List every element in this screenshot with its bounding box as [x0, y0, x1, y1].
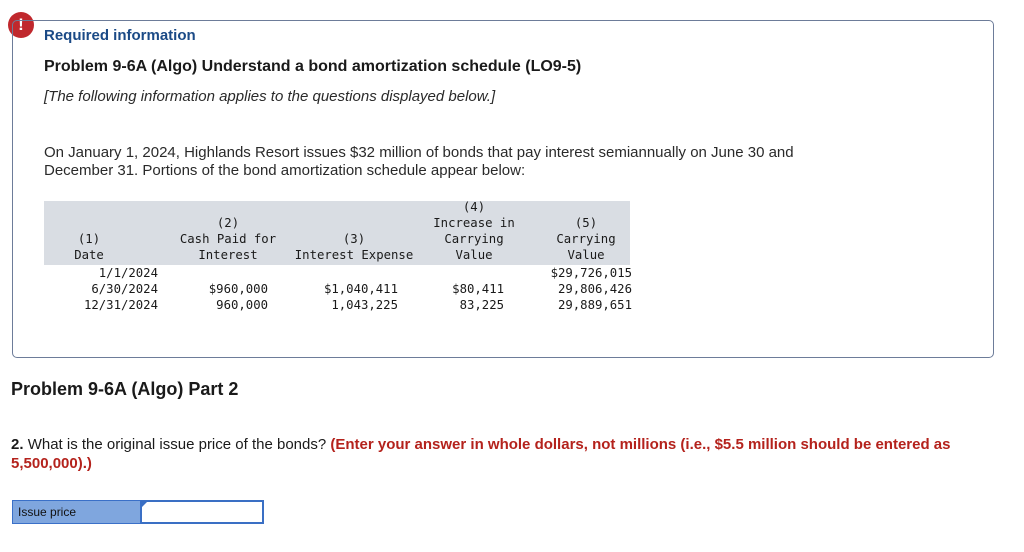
header-text: Value — [567, 248, 605, 262]
header-text: Interest Expense — [294, 248, 414, 262]
header-text: Cash Paid for — [179, 232, 277, 246]
header-text: Carrying — [556, 232, 616, 246]
table-row — [44, 297, 630, 313]
header-text: Value — [455, 248, 493, 262]
header-col-3 — [284, 231, 424, 263]
answer-wrap — [141, 500, 264, 524]
schedule-header — [44, 201, 630, 265]
header-text: (4) — [462, 200, 486, 214]
table-row — [44, 281, 630, 297]
question-number: 2. — [11, 436, 24, 453]
carrying-cell: 29,889,651 — [557, 298, 632, 312]
header-col-4 — [424, 199, 524, 263]
expense-cell: $1,040,411 — [323, 282, 398, 296]
header-text: Carrying — [444, 232, 504, 246]
header-text: (1) — [77, 232, 101, 246]
carrying-cell: $29,726,015 — [550, 266, 632, 280]
header-text: (3) — [342, 232, 366, 246]
problem-intro — [44, 144, 924, 180]
issue-price-input[interactable] — [141, 500, 264, 524]
problem-title: Problem 9-6A (Algo) Understand a bond amortization schedule (LO9-5) — [44, 58, 582, 75]
header-text: (5) — [574, 216, 598, 230]
cash-cell: $960,000 — [208, 282, 268, 296]
table-row — [44, 265, 630, 281]
input-flag-icon — [142, 501, 148, 507]
intro-line-2: December 31. Portions of the bond amortization schedule appear below: — [44, 162, 526, 179]
header-col-5 — [536, 215, 636, 263]
date-cell: 1/1/2024 — [98, 266, 158, 280]
required-information-label: Required information — [44, 27, 196, 44]
date-cell: 6/30/2024 — [91, 282, 158, 296]
alert-icon: ! — [8, 12, 34, 38]
increase-cell: $80,411 — [452, 282, 504, 296]
schedule-body — [44, 265, 630, 313]
answer-row — [12, 500, 264, 524]
issue-price-label: Issue price — [12, 500, 141, 524]
header-col-1 — [44, 231, 134, 263]
increase-cell: 83,225 — [459, 298, 504, 312]
header-text: Interest — [198, 248, 258, 262]
part-title: Problem 9-6A (Algo) Part 2 — [11, 379, 239, 399]
header-text: Increase in — [433, 216, 515, 230]
header-col-2 — [166, 215, 290, 263]
intro-line-1: On January 1, 2024, Highlands Resort issues $32 million of bonds that pay interest semiannually on June 30 and — [44, 144, 794, 161]
question-text: What is the original issue price of the bonds? — [27, 436, 327, 453]
expense-cell: 1,043,225 — [331, 298, 398, 312]
carrying-cell: 29,806,426 — [557, 282, 632, 296]
amortization-schedule — [44, 201, 630, 313]
question — [11, 435, 1011, 473]
header-text: (2) — [216, 216, 240, 230]
date-cell: 12/31/2024 — [83, 298, 158, 312]
question-instruction: (Enter your answer in whole dollars, not millions (i.e., $5.5 million should be entered as 5,500,000).) — [11, 436, 951, 472]
applies-note: [The following information applies to the questions displayed below.] — [44, 88, 496, 105]
header-text: Date — [74, 248, 104, 262]
cash-cell: 960,000 — [216, 298, 268, 312]
